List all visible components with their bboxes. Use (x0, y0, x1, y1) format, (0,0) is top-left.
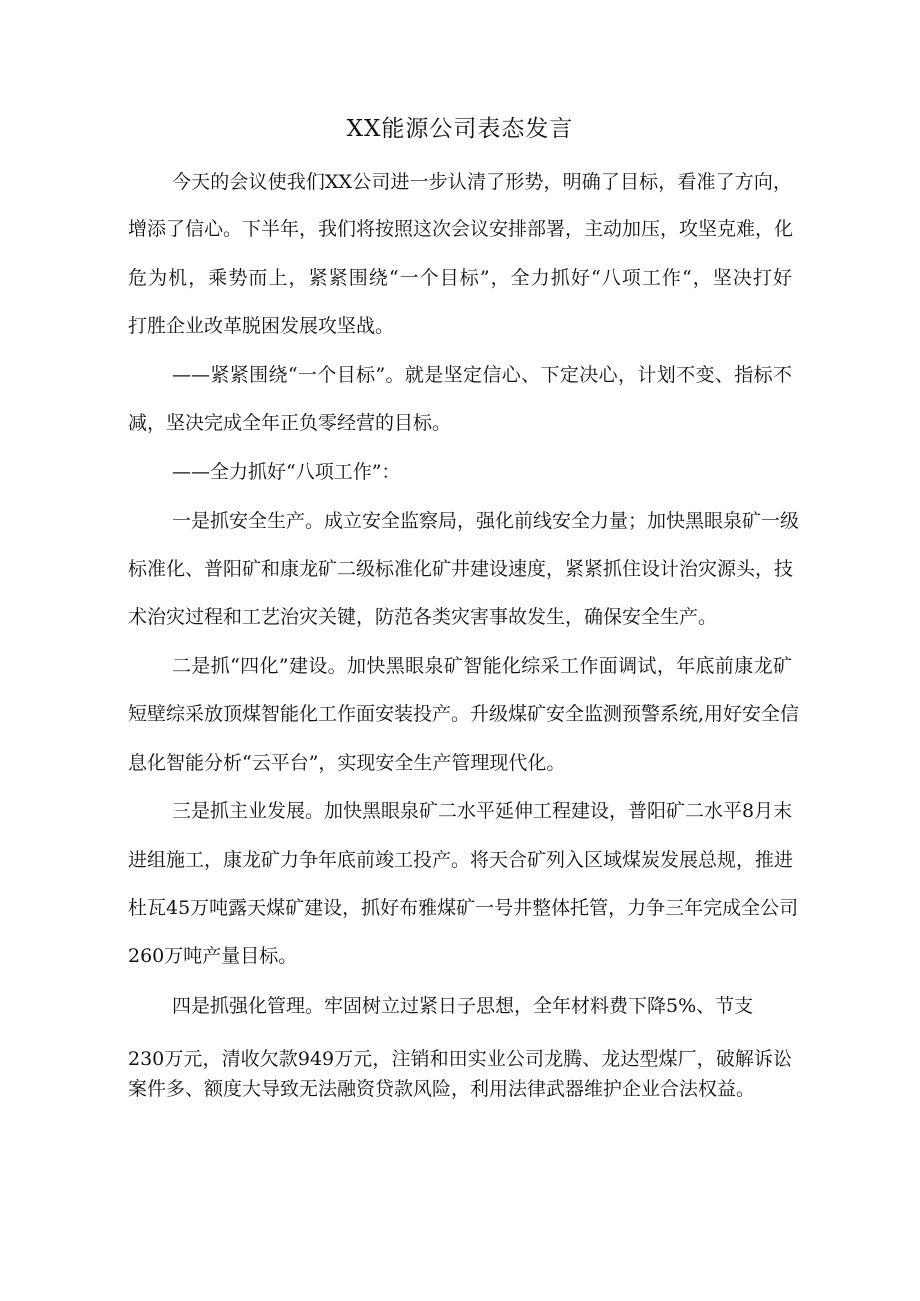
paragraph-line: 案件多、额度大导致无法融资贷款风险，利用法律武器维护企业合法权益。 (128, 1078, 756, 1100)
paragraph-line: 减，坚决完成全年正负零经营的目标。 (128, 412, 452, 434)
paragraph-line: 危为机，乘势而上，紧紧围绕“一个目标”，全力抓好“八项工作“，坚决打好 (128, 267, 792, 289)
paragraph-line: 短壁综采放顶煤智能化工作面安装投产。升级煤矿安全监测预警系统,用好安全信 (128, 703, 800, 725)
paragraph-line: ——全力抓好“八项工作”： (172, 461, 401, 483)
paragraph-line: 息化智能分析“云平台”，实现安全生产管理现代化。 (128, 752, 566, 774)
paragraph-line: 进组施工，康龙矿力争年底前竣工投产。将天合矿列入区域煤炭发展总规，推进 (128, 849, 794, 871)
paragraph-line: 术治灾过程和工艺治灾关键，防范各类灾害事故发生，确保安全生产。 (128, 606, 718, 628)
paragraph-line: 三是抓主业发展。加快黑眼泉矿二水平延伸工程建设，普阳矿二水平8月末 (172, 800, 793, 822)
document-title: XX能源公司表态发言 (346, 116, 574, 142)
paragraph-line: 打胜企业改革脱困发展攻坚战。 (128, 315, 395, 337)
paragraph-line: ——紧紧围绕“一个目标”。就是坚定信心、下定决心，计划不变、指标不 (172, 364, 792, 386)
paragraph-line: 今天的会议使我们XX公司进一步认清了形势，明确了目标，看准了方向， (172, 171, 792, 193)
paragraph-line: 增添了信心。下半年，我们将按照这次会议安排部署，主动加压，攻坚克难，化 (128, 218, 794, 240)
paragraph-line: 230万元，清收欠款949万元，注销和田实业公司龙腾、龙达型煤厂，破解诉讼 (128, 1048, 792, 1070)
paragraph-line: 四是抓强化管理。牢固树立过紧日子思想，全年材料费下降5%、节支 (172, 995, 754, 1017)
paragraph-line: 二是抓“四化”建设。加快黑眼泉矿智能化综采工作面调试，年底前康龙矿 (172, 655, 792, 677)
paragraph-line: 杜瓦45万吨露天煤矿建设，抓好布雅煤矿一号井整体托管，力争三年完成全公司 (128, 897, 799, 919)
paragraph-line: 一是抓安全生产。成立安全监察局，强化前线安全力量；加快黑眼泉矿一级 (172, 510, 800, 532)
paragraph-line: 标准化、普阳矿和康龙矿二级标准化矿井建设速度，紧紧抓住设计治灾源头，技 (128, 558, 794, 580)
paragraph-line: 260万吨产量目标。 (128, 945, 298, 967)
